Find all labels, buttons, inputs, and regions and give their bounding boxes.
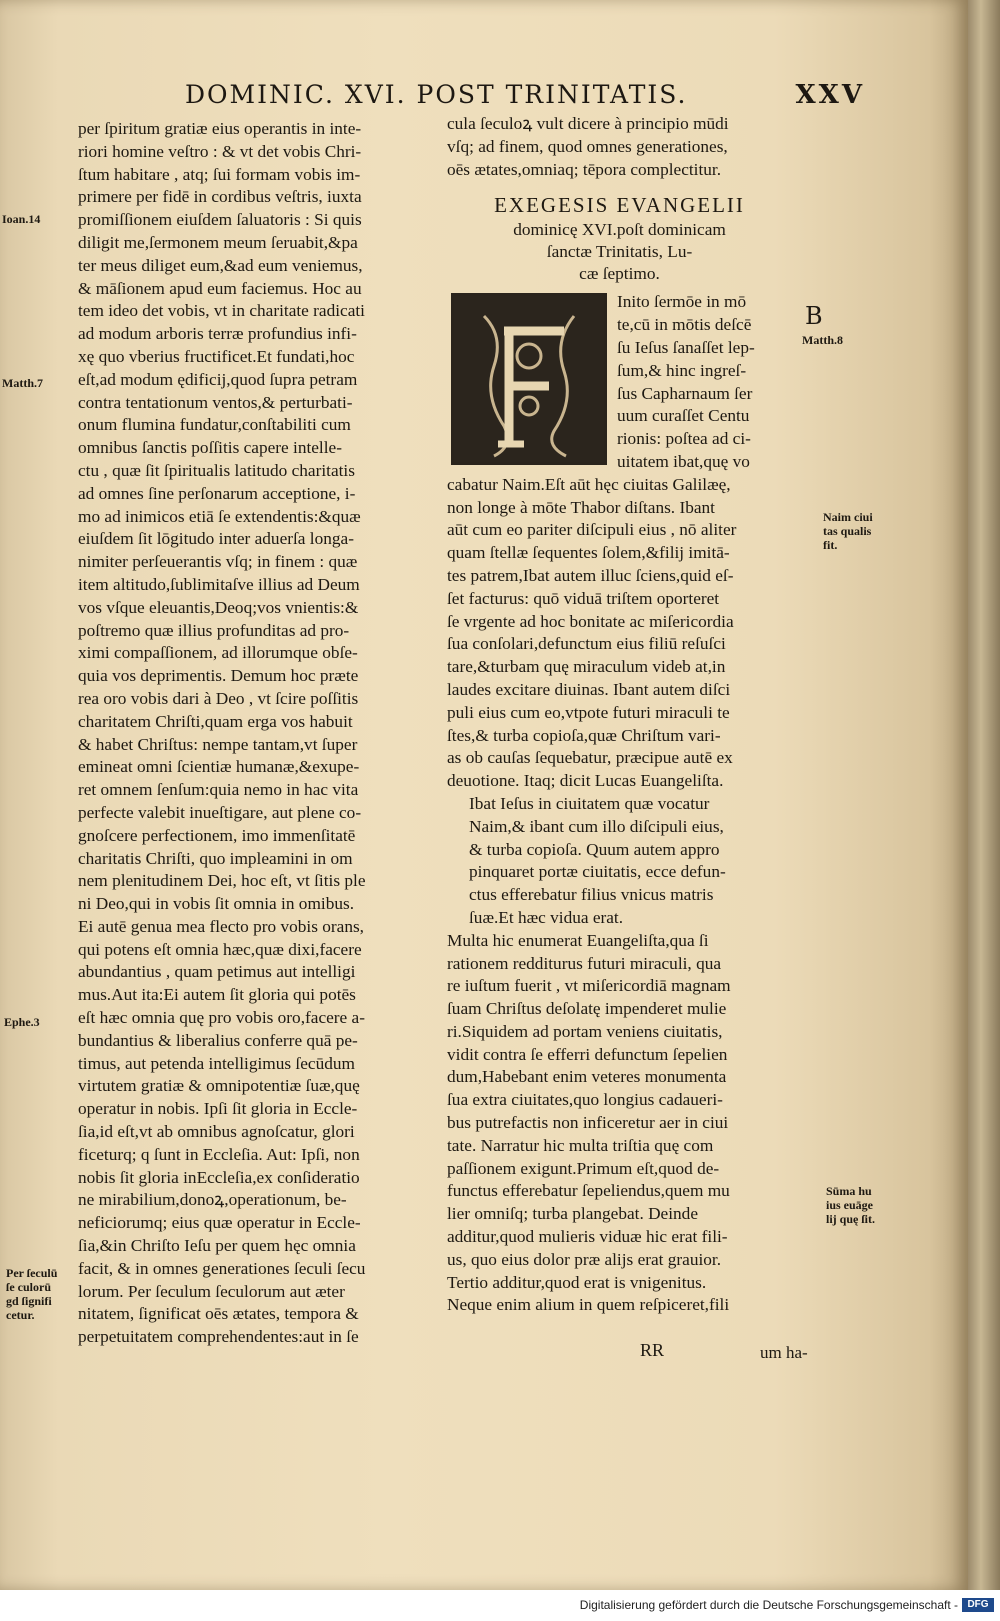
text-line: nobis ſit gloria inEccleſia,ex conſideratio (78, 1167, 360, 1187)
right-column-body (447, 474, 792, 793)
text-line: nimiter perſeuerantis vſq; in finem : quæ (78, 552, 358, 572)
note-line: Sūma hu (826, 1184, 872, 1198)
text-line: promiſſionem eiuſdem ſaluatoris : Si quis (78, 210, 362, 230)
text-line: ſua extra ciuitates,quo longius cadaueri- (447, 1090, 723, 1110)
text-line: nem plenitudinem Dei, hoc eſt, vt ſitis ple (78, 871, 366, 891)
text-line: & māſionem apud eum faciemus. Hoc au (78, 278, 362, 298)
text-line: ſuæ.Et hæc vidua erat. (469, 907, 624, 927)
text-line: Ibat Ieſus in ciuitatem quæ vocatur (469, 793, 710, 813)
text-line: bundantius & liberalius conferre quā pe- (78, 1030, 358, 1050)
text-line: ſet facturus: quō viduā triſtem oporteret (447, 588, 720, 608)
section-letter-b: B (805, 302, 823, 330)
dfg-logo-icon: DFG (962, 1598, 994, 1612)
margin-note-matth7: Matth.7 (2, 376, 43, 390)
note-line: gd ſignifi (6, 1294, 52, 1308)
text-line: item altitudo,ſublimitaſve illius ad Deum (78, 574, 360, 594)
text-line: ctu , quæ ſit ſpiritualis latitudo charitatis (78, 460, 355, 480)
text-line: facit, & in omnes generationes ſeculi ſecu (78, 1258, 366, 1278)
text-line: ri.Siquidem ad portam veniens ciuitatis, (447, 1021, 723, 1041)
text-line: ad modum arboris terræ profundius infi- (78, 324, 357, 344)
gospel-quotation (447, 793, 792, 930)
text-line: rationem redditurus futuri miraculi, qua (447, 953, 722, 973)
text-line: virtutem gratiæ & omnipotentiæ ſuæ,quę (78, 1076, 360, 1096)
text-line: cabatur Naim.Eſt aūt hęc ciuitas Galilæę, (447, 474, 731, 494)
note-line: fit. (823, 538, 838, 552)
text-line: charitatem Chriſti,quam erga vos habuit (78, 711, 353, 731)
text-line: us, quo eius dolor præ alijs erat grauior. (447, 1249, 722, 1269)
note-line: ſe culorū (6, 1280, 51, 1294)
text-line: ſua conſolari,defunctum eius filiū reſuſci (447, 634, 726, 654)
text-line: ctus efferebatur filius vnicus matris (469, 885, 714, 905)
decorated-initial-f-icon (451, 293, 607, 465)
folio-number: XXV (795, 80, 865, 110)
heading-line-4: cæ ſeptimo. (579, 264, 660, 284)
text-line: vos vſque eleuantis,Deoq;vos vnientis:& (78, 597, 359, 617)
text-line: ter meus diliget eum,&ad eum veniemus, (78, 255, 363, 275)
dropcap-paragraph (447, 291, 792, 473)
text-line: additur,quod mulieris viduæ hic erat fili- (447, 1227, 728, 1247)
text-line: lier omniſq; turba plangebat. Deinde (447, 1204, 698, 1224)
text-line: cula ſeculoꝝ vult dicere à principio mūdi (447, 114, 729, 133)
text-line: ximi compaſſionem, ad illorumque obſe- (78, 643, 358, 663)
text-line: Naim,& ibant cum illo diſcipuli eius, (469, 816, 724, 836)
text-line: non longe à mōte Thabor diſtans. Ibant (447, 497, 715, 517)
margin-note-ephe: Ephe.3 (4, 1015, 40, 1029)
footer-credit: Digitalisierung gefördert durch die Deutsche Forschungsgemeinschaft - (0, 1590, 1000, 1621)
text-line: emineat omni ſcientiæ humanæ,&exupe- (78, 757, 360, 777)
text-line: ſum,& hinc ingreſ- (617, 360, 747, 380)
text-line: deuotione. Itaq; dicit Lucas Euangeliſta. (447, 771, 724, 791)
text-line: ſia,&in Chriſto Ieſu per quem hęc omnia (78, 1236, 356, 1256)
text-line: puli eius cum eo,vtpote futuri miraculi te (447, 702, 730, 722)
note-line: ius euāge (826, 1198, 874, 1212)
heading-line-3: ſanctæ Trinitatis, Lu- (546, 242, 693, 262)
heading-line-1: EXEGESIS EVANGELII (494, 193, 745, 218)
text-line: charitatis Chriſti, quo impleamini in om (78, 848, 353, 868)
text-line: riori homine veſtro : & vt det vobis Chri- (78, 141, 362, 161)
note-line: Naim ciui (823, 510, 873, 524)
margin-note-naim (823, 510, 873, 552)
text-line: laudes excitare diuinas. Ibant autem diſci (447, 679, 731, 699)
heading-line-2: dominicę XVI.poſt dominicam (513, 220, 726, 240)
text-line: uum curaſſet Centu (617, 406, 750, 426)
text-line: oēs ætates,omniaq; tēpora complectitur. (447, 159, 722, 179)
text-line: timus, aut petenda intelligimus ſecūdum (78, 1053, 355, 1073)
text-line: ſe vrgente ad hoc bonitate ac miſericordia (447, 611, 734, 631)
text-line: per ſpiritum gratiæ eius operantis in inte- (78, 119, 362, 138)
running-head-title: DOMINIC. XVI. POST TRINITATIS. (185, 80, 688, 109)
text-line: quia vos deprimentis. Demum hoc præte (78, 666, 359, 686)
right-column-commentary (447, 930, 792, 1318)
text-line: neficiorumq; eius quæ operatur in Eccle- (78, 1213, 361, 1233)
text-line: re iuſtum fuerit , vt miſericordiā magnam (447, 976, 731, 996)
text-line: nitatem, ſignificat oēs ætates, tempora & (78, 1304, 359, 1324)
catchword: um ha- (760, 1343, 808, 1362)
text-line: omnibus ſanctis poſſitis capere intelle- (78, 438, 342, 458)
text-line: Multa hic enumerat Euangeliſta,qua ſi (447, 930, 709, 950)
text-line: & turba copioſa. Quum autem appro (469, 839, 720, 859)
text-line: primere per fidē in cordibus veſtris, iuxta (78, 187, 362, 207)
text-line: paſſionem exigunt.Primum eſt,quod de- (447, 1158, 720, 1178)
text-line: ret omnem ſenſum:quia nemo in hac vita (78, 780, 359, 800)
text-line: xę quo vberius fructificet.Et fundati,hoc (78, 346, 355, 366)
text-line: abundantius , quam petimus aut intelligi (78, 962, 356, 982)
text-line: functus efferebatur ſepeliendus,quem mu (447, 1181, 730, 1201)
text-line: lorum. Per ſeculum ſeculorum aut æter (78, 1281, 345, 1301)
page-edge (968, 0, 1000, 1590)
text-line: bus putrefactis non inficeretur aer in ciui (447, 1113, 729, 1133)
note-line: Per ſeculū (6, 1266, 58, 1280)
text-line: eiuſdem ſit lōgitudo inter aduerſa longa- (78, 529, 354, 549)
right-column (447, 113, 792, 1317)
text-line: tare,&turbam quę miraculum videb at,in (447, 657, 726, 677)
text-line: Ei autē genua mea flecto pro vobis orans, (78, 916, 365, 936)
text-line: quam ſtellæ ſequentes ſolem,&filij imitā- (447, 543, 730, 563)
text-line: mus.Aut ita:Ei autem ſit gloria qui potēs (78, 985, 356, 1005)
text-line: as ob cauſas ſequebatur, præcipue autē ex (447, 748, 733, 768)
text-line: tate. Narratur hic multa triſtia quę com (447, 1135, 714, 1155)
text-line: ſtum habitare , atq; ſui formam vobis im- (78, 164, 361, 184)
text-line: ſuam Chriſtus deſolatę impenderet mulie (447, 999, 727, 1019)
text-line: vſq; ad finem, quod omnes generationes, (447, 136, 728, 156)
text-line: eſt hæc omnia quę pro vobis oro,facere a- (78, 1008, 365, 1028)
text-line: perpetuitatem comprehendentes:aut in ſe (78, 1327, 359, 1347)
text-line: ni Deo,qui in vobis ſit omnia in omibus. (78, 894, 355, 914)
text-line: qui potens eſt omnia hæc,quæ dixi,facere (78, 939, 362, 959)
text-line: tem ideo det vobis, vt in charitate radicati (78, 301, 365, 321)
text-line: ad omnes ſine perſonarum acceptione, i- (78, 483, 356, 503)
text-line: uitatem ibat,quę vo (617, 451, 750, 471)
signature-mark: RR (640, 1340, 665, 1360)
right-column-top (447, 113, 792, 181)
note-line: lij quę ſit. (826, 1212, 876, 1226)
text-line: ſia,id eſt,vt ab omnibus agnoſcatur, glori (78, 1122, 355, 1142)
text-line: pinquaret portæ ciuitatis, ecce defun- (469, 862, 726, 882)
left-column (78, 118, 433, 1349)
text-line: operatur in nobis. Ipſi ſit gloria in Eccle- (78, 1099, 358, 1119)
text-line: tes patrem,Ibat autem illuc ſciens,quid eſ- (447, 565, 734, 585)
text-line: vidit contra ſe efferri defunctum ſepelien (447, 1044, 728, 1064)
text-line: mo ad inimicos etiā ſe extendentis:&quæ (78, 506, 361, 526)
text-line: gnoſcere perfectionem, imo immenſitatē (78, 825, 356, 845)
text-line: ficeturq; q ſunt in Eccleſia. Aut: Ipſi, non (78, 1144, 360, 1164)
text-line: perfecte valebit inueſtigare, aut plene co- (78, 802, 362, 822)
text-line: & habet Chriſtus: nempe tantam,vt ſuper (78, 734, 358, 754)
text-line: ſus Capharnaum ſer (617, 383, 753, 403)
text-line: rionis: poſtea ad ci- (617, 429, 751, 449)
margin-note-summa (826, 1184, 875, 1226)
text-line: contra tentationum ventos,& perturbati- (78, 392, 353, 412)
text-line: Tertio additur,quod erat is vnigenitus. (447, 1272, 707, 1292)
margin-note-matth8: Matth.8 (802, 333, 843, 347)
text-line: aūt cum eo pariter diſcipuli eius , nō aliter (447, 520, 737, 540)
text-line: Inito ſermōe in mō (617, 292, 747, 312)
text-line: ne mirabilium,donoꝝ,operationum, be- (78, 1190, 347, 1210)
note-line: tas qualis (823, 524, 872, 538)
exegesis-heading (447, 191, 792, 285)
text-line: dum,Habebant enim veteres monumenta (447, 1067, 727, 1087)
note-line: cetur. (6, 1308, 35, 1322)
decorated-initial-svg (454, 296, 604, 462)
margin-note-ioan: Ioan.14 (2, 212, 41, 226)
text-line: eſt,ad modum ędificij,quod ſupra petram (78, 369, 358, 389)
margin-note-per-seculum (6, 1266, 57, 1322)
text-line: poſtremo quæ illius profunditas ad pro- (78, 620, 350, 640)
text-line: rea oro vobis dari à Deo , vt ſcire poſſitis (78, 688, 359, 708)
text-line: ſtes,& turba copioſa,quæ Chriſtum vari- (447, 725, 721, 745)
text-line: te,cū in mōtis deſcē (617, 315, 752, 335)
text-line: onum flumina fundatur,conſtabiliti cum (78, 415, 351, 435)
text-line: Neque enim alium in quem reſpiceret,fili (447, 1295, 730, 1315)
text-line: ſu Ieſus ſanaſſet lep- (617, 337, 755, 357)
text-line: diligit me,ſermonem meum ſeruabit,&pa (78, 232, 358, 252)
